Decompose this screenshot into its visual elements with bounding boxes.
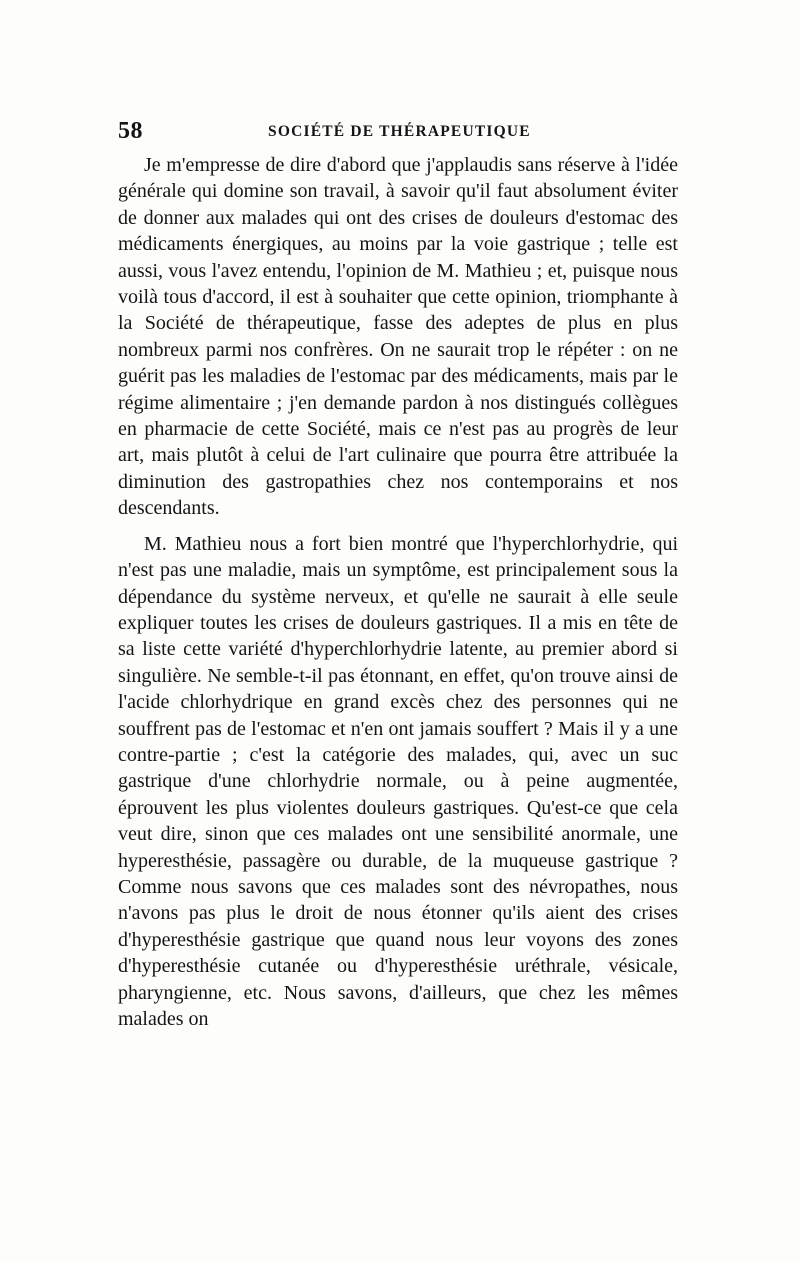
paragraph: Je m'empresse de dire d'abord que j'applaudis sans réserve à l'idée générale qui domine son travail, à savoir qu'il faut absolument éviter de donner aux malades qui ont des crises de douleurs d'estomac des médicaments énergiques, au moins par la voie gastrique ; telle est aussi, vous l'avez entendu, l'opinion de M. Mathieu ; et, puisque nous voilà tous d'accord, il est à souhaiter que cette opinion, triomphante à la Société de thérapeutique, fasse des adeptes de plus en plus nombreux parmi nos confrères. On ne saurait trop le répéter : on ne guérit pas les maladies de l'estomac par des médicaments, mais par le régime alimentaire ; j'en demande pardon à nos distingués collègues en pharmacie de cette Société, mais ce n'est pas au progrès de leur art, mais plutôt à celui de l'art culinaire que pourra être attribuée la diminution des gastropathies chez nos contemporains et nos descendants. bbox=[118, 154, 678, 520]
running-title: SOCIÉTÉ DE THÉRAPEUTIQUE bbox=[268, 123, 531, 140]
page-header bbox=[118, 118, 683, 148]
paragraph: M. Mathieu nous a fort bien montré que l'hyperchlorhydrie, qui n'est pas une maladie, mais un symptôme, est principalement sous la dépendance du système nerveux, et qu'elle ne saurait à elle seule expliquer toutes les crises de douleurs gastriques. Il a mis en tête de sa liste cette variété d'hyperchlorhydrie latente, au premier abord si singulière. Ne semble-t-il pas étonnant, en effet, qu'on trouve ainsi de l'acide chlorhydrique en grand excès chez des personnes qui ne souffrent pas de l'estomac et n'en ont jamais souffert ? Mais il y a une contre-partie ; c'est la catégorie des malades, qui, avec un suc gastrique d'une chlorhydrie normale, ou à peine augmentée, éprouvent les plus violentes douleurs gastriques. Qu'est-ce que cela veut dire, sinon que ces malades ont une sensibilité anormale, une hyperesthésie, passagère ou durable, de la muqueuse gastrique ? Comme nous savons que ces malades sont des névropathes, nous n'avons pas plus le droit de nous étonner qu'ils aient des crises d'hyperesthésie gastrique que quand nous leur voyons des zones d'hyperesthésie cutanée ou d'hyperesthésie uréthrale, vésicale, pharyngienne, etc. Nous savons, d'ailleurs, que chez les mêmes malades on bbox=[118, 532, 678, 1030]
page-number: 58 bbox=[118, 118, 143, 144]
body-text bbox=[118, 152, 678, 1032]
